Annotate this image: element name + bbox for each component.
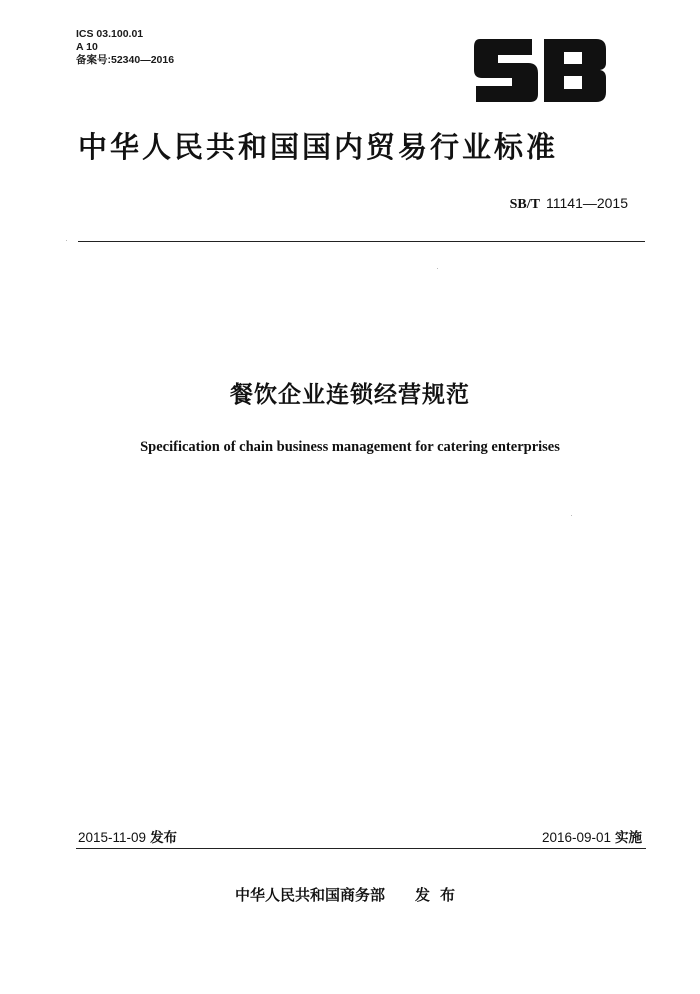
issue-date-line <box>78 826 177 846</box>
publisher-name: 中华人民共和国商务部 <box>234 886 385 904</box>
publisher-line <box>0 884 700 905</box>
sb-logo <box>470 37 610 104</box>
effective-date-line <box>542 826 642 846</box>
publish-action: 发布 <box>415 886 466 904</box>
top-divider <box>78 241 645 242</box>
effective-date: 2016-09-01 <box>541 830 611 845</box>
issue-label: 发布 <box>150 830 178 846</box>
document-title-chinese: 餐饮企业连锁经营规范 <box>230 382 470 408</box>
issuing-authority-heading: 中华人民共和国国内贸易行业标准 <box>78 130 559 164</box>
classification-block <box>76 28 174 67</box>
scan-speck <box>437 268 438 269</box>
bottom-divider <box>76 848 646 849</box>
standard-code: 11141—2015 <box>546 195 628 211</box>
scan-speck <box>571 515 572 516</box>
record-number: 备案号:52340—2016 <box>76 54 175 66</box>
document-title-english: Specification of chain business management for catering enterprises <box>140 439 560 455</box>
scan-speck <box>66 240 67 241</box>
standard-number <box>510 195 628 213</box>
effective-label: 实施 <box>615 830 642 846</box>
ccs-code: A 10 <box>76 41 98 53</box>
issue-date: 2015-11-09 <box>78 830 147 845</box>
standard-prefix: SB/T <box>509 197 540 212</box>
ics-code: ICS 03.100.01 <box>76 28 144 40</box>
